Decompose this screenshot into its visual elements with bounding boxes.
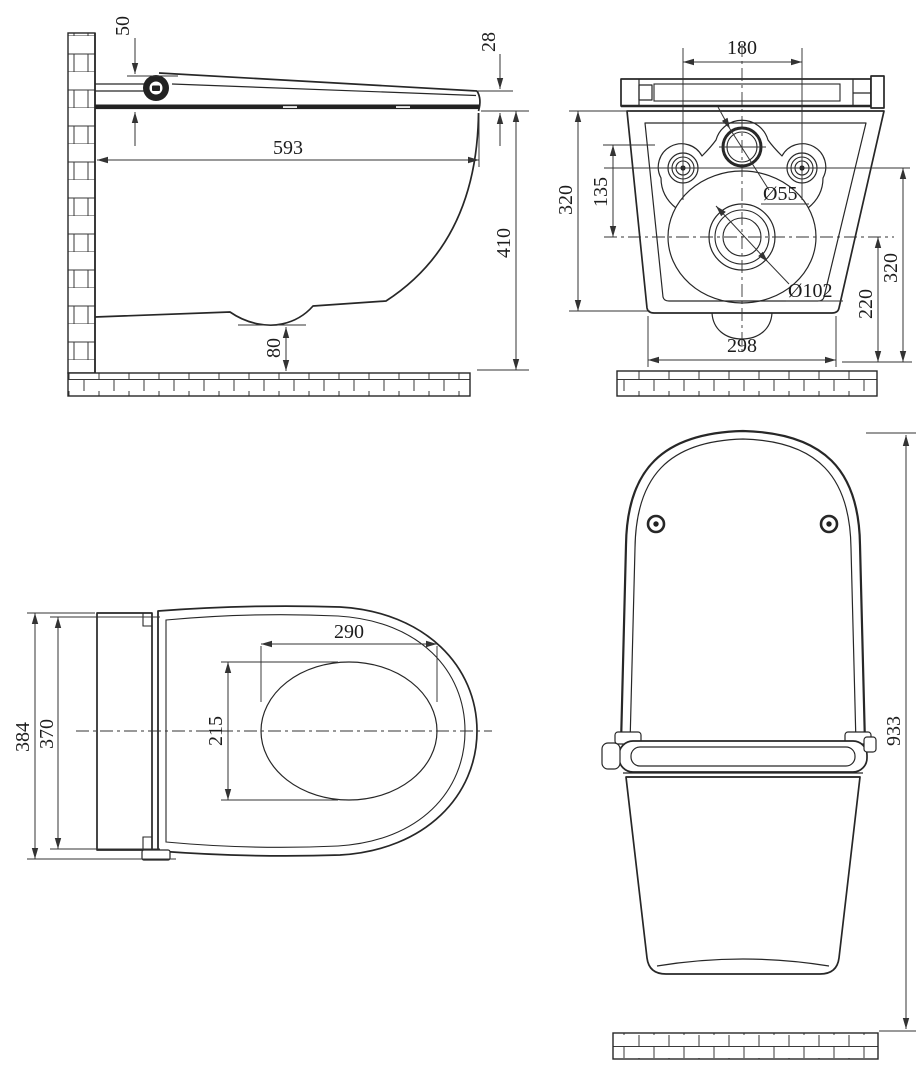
hinge-bar	[621, 76, 884, 108]
floor-hatch-rear	[617, 371, 877, 396]
dim-label-inlet-dia: Ø55	[763, 183, 798, 205]
dim-side-rim-height	[477, 111, 529, 370]
front-view	[602, 431, 916, 1059]
dim-label-290: 290	[334, 621, 364, 643]
rear-view	[555, 37, 912, 396]
dim-label-384: 384	[12, 722, 34, 752]
wall-hatch	[68, 33, 95, 373]
bowl-body-front	[626, 777, 860, 974]
lid-hinge-hole-left	[648, 516, 664, 532]
dim-side-hinge-stack	[112, 16, 178, 146]
dim-label-320-left: 320	[555, 185, 577, 215]
seat-hinge	[143, 75, 169, 101]
dim-label-593: 593	[273, 137, 303, 159]
tank-section	[97, 613, 152, 850]
dim-front-total-height	[866, 433, 916, 1031]
dim-label-80: 80	[263, 338, 285, 358]
dim-rear-drain-height	[855, 237, 878, 362]
floor-hatch-side	[68, 373, 470, 396]
dim-label-215: 215	[205, 716, 227, 746]
flush-connector-foot	[142, 850, 170, 860]
dim-label-298: 298	[727, 335, 757, 357]
dim-label-180: 180	[727, 37, 757, 59]
dim-label-370: 370	[36, 719, 58, 749]
dim-label-320-right: 320	[880, 253, 902, 283]
lid-hinge-hole-right	[821, 516, 837, 532]
side-knob	[602, 743, 620, 769]
dim-label-28: 28	[478, 32, 500, 52]
floor-hatch-front	[613, 1033, 878, 1059]
dim-rear-inlet-to-drain	[590, 145, 613, 237]
dim-side-depth	[97, 113, 479, 167]
dim-label-drain-dia: Ø102	[788, 280, 833, 302]
dim-label-410: 410	[493, 228, 515, 258]
dim-label-135: 135	[590, 177, 612, 207]
dim-rear-base-width	[648, 316, 836, 367]
side-view	[68, 16, 529, 396]
top-view	[12, 606, 492, 860]
dim-label-220: 220	[855, 289, 877, 319]
lid-top-profile	[159, 73, 477, 91]
open-lid-outline	[621, 431, 865, 744]
dim-label-933: 933	[883, 716, 905, 746]
dim-side-outlet-offset	[238, 325, 306, 371]
seat-front-bar	[619, 741, 867, 772]
dim-label-50: 50	[112, 16, 134, 36]
dim-rear-bolt-spacing	[683, 37, 802, 62]
dim-side-front-stack	[474, 32, 529, 146]
